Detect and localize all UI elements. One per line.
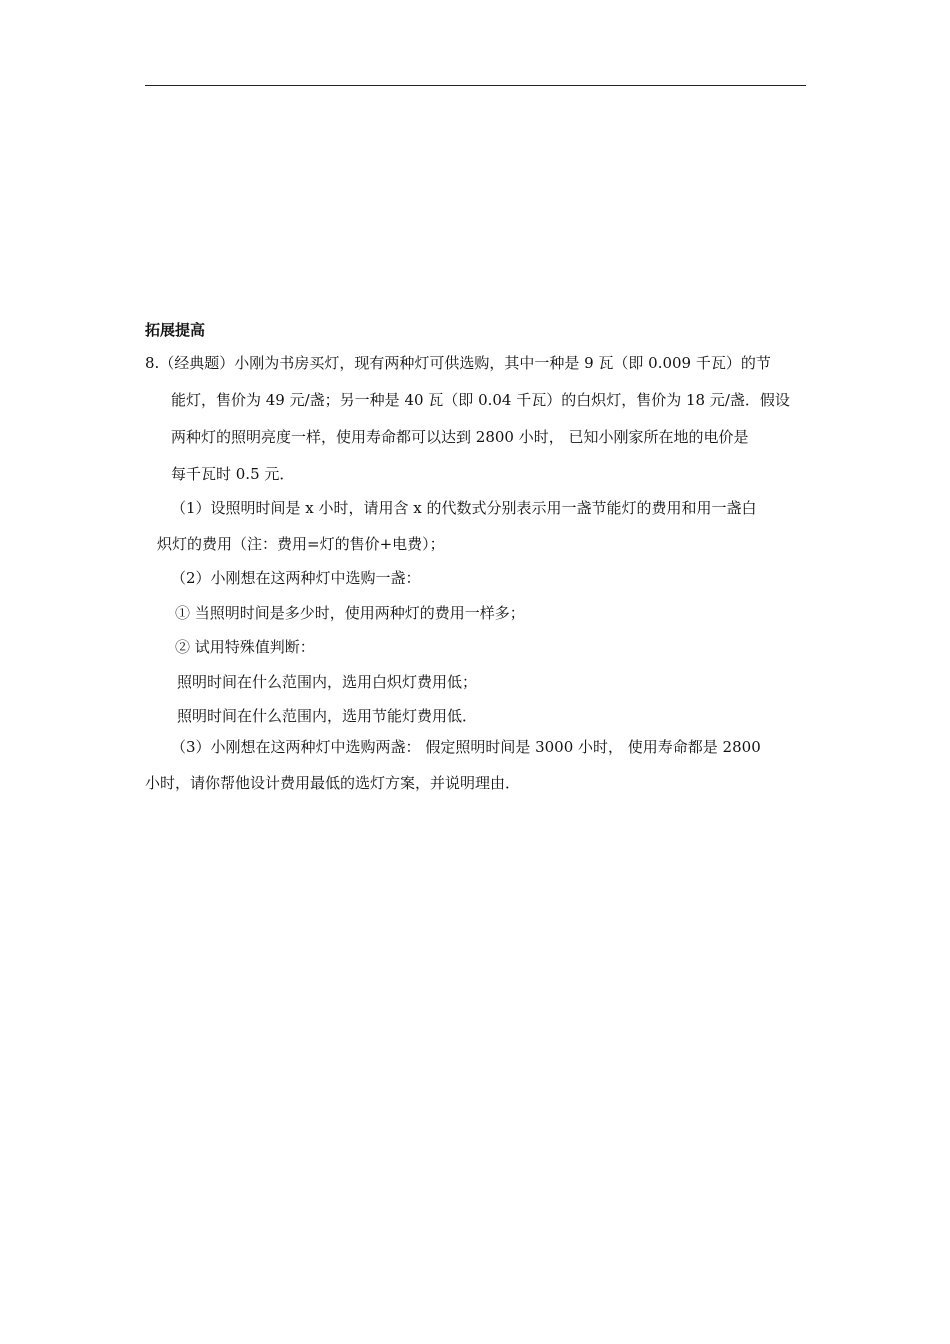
problem-line-3: 两种灯的照明亮度一样，使用寿命都可以达到 2800 小时， 已知小刚家所在地的电价是 (171, 428, 749, 446)
header-rule (145, 85, 806, 86)
subquestion-2-range-incandescent: 照明时间在什么范围内，选用白炽灯费用低； (177, 673, 478, 691)
subquestion-2-range-energy-saving: 照明时间在什么范围内，选用节能灯费用低． (177, 707, 478, 725)
subquestion-2-item-2: ② 试用特殊值判断： (175, 638, 315, 656)
section-heading: 拓展提高 (145, 321, 206, 339)
subquestion-3-line-2: 小时，请你帮他设计费用最低的选灯方案，并说明理由． (145, 774, 521, 792)
problem-line-1: 8.（经典题）小刚为书房买灯，现有两种灯可供选购，其中一种是 9 瓦（即 0.009 千瓦）的节 (145, 354, 771, 372)
problem-line-2: 能灯，售价为 49 元/盏；另一种是 40 瓦（即 0.04 千瓦）的白炽灯，售价为 18 元/盏．假设 (171, 391, 790, 409)
subquestion-1-line-1: （1）设照明时间是 x 小时，请用含 x 的代数式分别表示用一盏节能灯的费用和用一盏白 (171, 499, 757, 517)
subquestion-2-intro: （2）小刚想在这两种灯中选购一盏： (171, 569, 421, 587)
subquestion-1-line-2: 炽灯的费用（注：费用=灯的售价+电费）； (157, 535, 445, 553)
problem-line-4: 每千瓦时 0.5 元． (171, 465, 295, 483)
subquestion-3-line-1: （3）小刚想在这两种灯中选购两盏： 假定照明时间是 3000 小时， 使用寿命都是 2800 (171, 738, 761, 756)
subquestion-2-item-1: ① 当照明时间是多少时，使用两种灯的费用一样多； (175, 604, 525, 622)
